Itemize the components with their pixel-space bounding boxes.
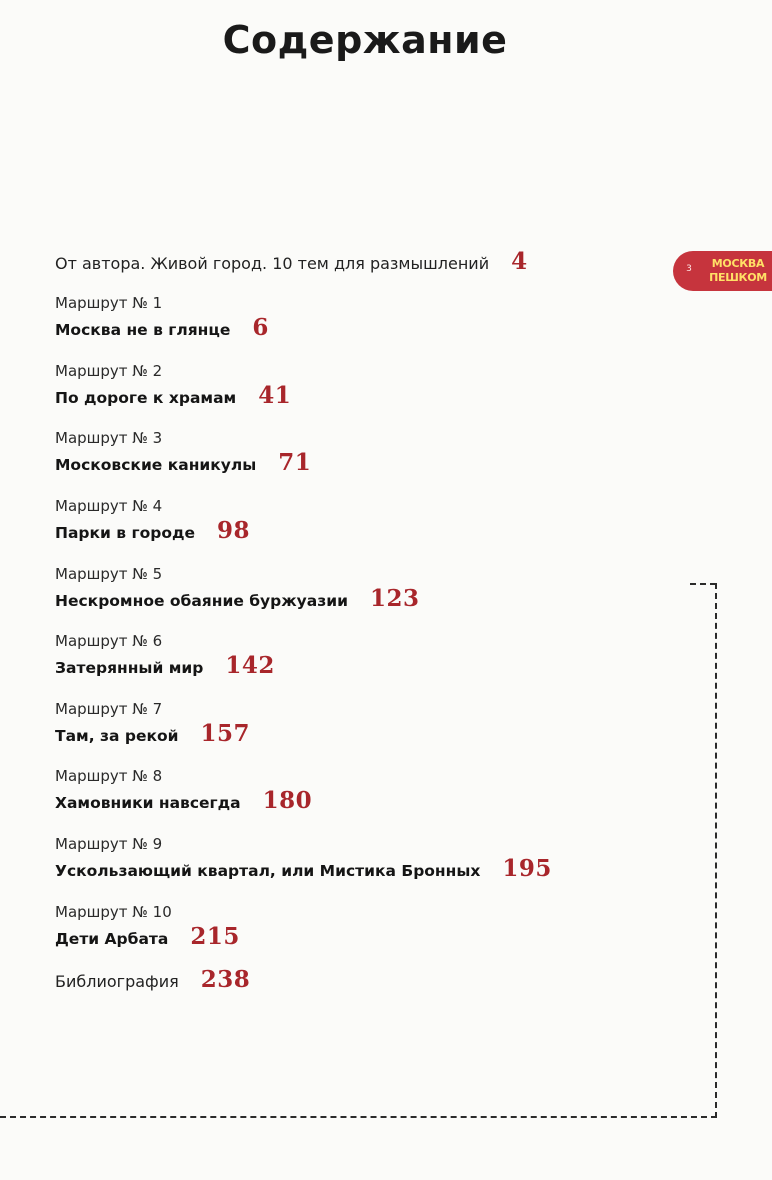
toc-entry-title: Нескромное обаяние буржуазии <box>55 592 348 610</box>
page-title: Содержание <box>222 18 508 62</box>
route-label: Маршрут № 4 <box>55 497 163 515</box>
dashed-frame-top <box>690 583 716 585</box>
toc-entry-title: Там, за рекой <box>55 727 179 745</box>
toc-page-number: 98 <box>217 517 251 544</box>
toc-entry-title: Московские каникулы <box>55 456 257 474</box>
route-label: Маршрут № 1 <box>55 294 163 312</box>
toc-entry-route-7[interactable] <box>55 700 250 747</box>
toc-entry-title: Библиография <box>55 972 179 991</box>
route-label: Маршрут № 8 <box>55 767 163 785</box>
toc-entry-route-9[interactable] <box>55 835 552 882</box>
toc-entry-route-8[interactable] <box>55 767 312 814</box>
dashed-frame-right <box>715 583 717 1118</box>
toc-entry-bibliography[interactable] <box>55 966 250 993</box>
route-label: Маршрут № 7 <box>55 700 163 718</box>
toc-page-number: 71 <box>278 449 312 476</box>
toc-entry-route-5[interactable] <box>55 565 420 612</box>
toc-entry-title: Дети Арбата <box>55 930 169 948</box>
toc-entry-route-2[interactable] <box>55 362 291 409</box>
toc-entry-route-3[interactable] <box>55 429 311 476</box>
toc-page-number: 41 <box>258 382 292 409</box>
route-label: Маршрут № 9 <box>55 835 163 853</box>
toc-entry-intro[interactable] <box>55 248 528 275</box>
toc-page-number: 215 <box>190 923 240 950</box>
toc-page-number: 195 <box>502 855 552 882</box>
toc-page-number: 142 <box>225 652 275 679</box>
logo-line-1: МОСКВА <box>711 257 765 270</box>
toc-entry-route-4[interactable] <box>55 497 250 544</box>
route-label: Маршрут № 2 <box>55 362 163 380</box>
toc-page-number: 123 <box>369 585 420 612</box>
toc-entry-route-6[interactable] <box>55 632 275 679</box>
toc-page-number: 180 <box>262 787 313 814</box>
toc-page-number: 238 <box>200 966 251 993</box>
toc-page-number: 6 <box>252 314 269 341</box>
dashed-frame-bottom <box>0 1116 717 1118</box>
route-label: Маршрут № 6 <box>55 632 163 650</box>
toc-entry-title: Москва не в глянце <box>55 321 231 339</box>
route-label: Маршрут № 3 <box>55 429 163 447</box>
logo-line-2: ПЕШКОМ <box>709 271 767 284</box>
toc-entry-title: Затерянный мир <box>55 659 204 677</box>
route-label: Маршрут № 5 <box>55 565 163 583</box>
toc-entry-title: По дороге к храмам <box>55 389 237 407</box>
toc-entry-title: Ускользающий квартал, или Мистика Бронных <box>55 862 481 880</box>
toc-entry-route-10[interactable] <box>55 903 240 950</box>
toc-page-number: 4 <box>511 248 528 275</box>
route-label: Маршрут № 10 <box>55 903 172 921</box>
logo-page-number: 3 <box>686 264 692 274</box>
toc-entry-title: Хамовники навсегда <box>55 794 241 812</box>
toc-entry-title: Парки в городе <box>55 524 196 542</box>
toc-page-number: 157 <box>200 720 251 747</box>
toc-entry-route-1[interactable] <box>55 294 269 341</box>
toc-entry-title: От автора. Живой город. 10 тем для размышлений <box>55 254 490 273</box>
